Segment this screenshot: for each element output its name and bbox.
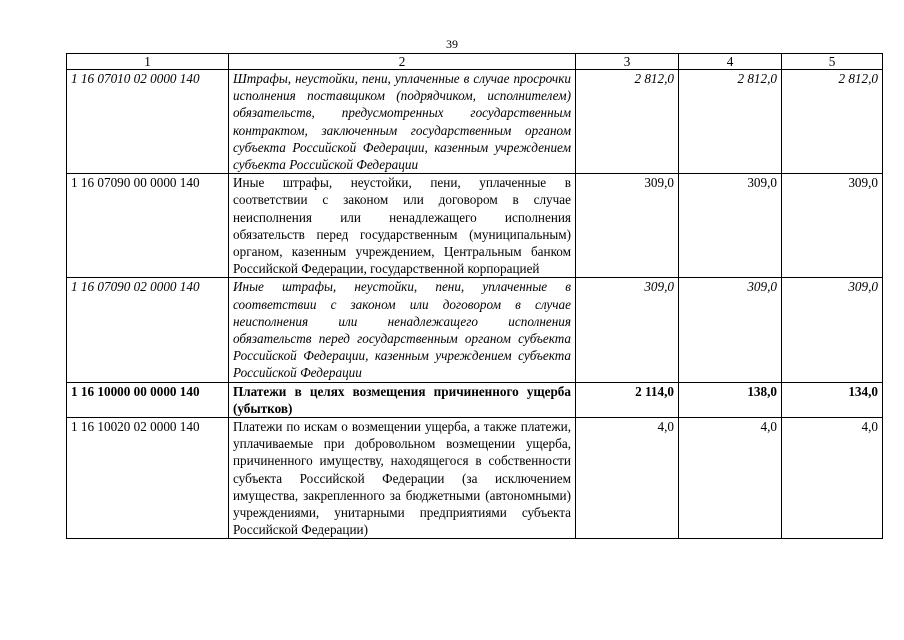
revenue-description: Штрафы, неустойки, пени, уплаченные в случае просрочки исполнения поставщиком (подрядчиком, исполнителем) обязательств, предусмотренных государственным контрактом, заключенным государственным органом субъекта Российской Федерации, казенным учреждением субъекта Российской Федерации (229, 70, 576, 174)
budget-classification-code: 1 16 07010 02 0000 140 (67, 70, 229, 174)
amount-column-3: 2 114,0 (576, 382, 679, 417)
amount-column-3: 4,0 (576, 418, 679, 539)
amount-column-5: 4,0 (782, 418, 883, 539)
amount-column-4: 4,0 (679, 418, 782, 539)
amount-column-5: 2 812,0 (782, 70, 883, 174)
table-row (67, 382, 883, 417)
table-row (67, 174, 883, 278)
table-row (67, 278, 883, 382)
column-header-4: 4 (679, 54, 782, 70)
budget-revenue-table (66, 53, 883, 539)
column-header-5: 5 (782, 54, 883, 70)
column-header-3: 3 (576, 54, 679, 70)
page-number: 39 (446, 37, 458, 51)
amount-column-3: 309,0 (576, 174, 679, 278)
amount-column-4: 2 812,0 (679, 70, 782, 174)
amount-column-5: 134,0 (782, 382, 883, 417)
revenue-description: Иные штрафы, неустойки, пени, уплаченные в соответствии с законом или договором в случае неисполнения или ненадлежащего исполнения обязательств перед государственным органом субъекта Российской Федерации, казенным учреждением субъекта Российской Федерации (229, 278, 576, 382)
table-row (67, 70, 883, 174)
amount-column-5: 309,0 (782, 278, 883, 382)
table-header-row (67, 54, 883, 70)
budget-classification-code: 1 16 07090 00 0000 140 (67, 174, 229, 278)
column-header-1: 1 (67, 54, 229, 70)
column-header-2: 2 (229, 54, 576, 70)
amount-column-4: 309,0 (679, 278, 782, 382)
amount-column-3: 309,0 (576, 278, 679, 382)
budget-classification-code: 1 16 07090 02 0000 140 (67, 278, 229, 382)
revenue-description: Платежи по искам о возмещении ущерба, а также платежи, уплачиваемые при добровольном возмещении ущерба, причиненного имуществу, находящегося в собственности субъекта Российской Федерации (за исключением имущества, закрепленного за бюджетными (автономными) учреждениями, унитарными предприятиями субъекта Российской Федерации) (229, 418, 576, 539)
amount-column-4: 309,0 (679, 174, 782, 278)
amount-column-5: 309,0 (782, 174, 883, 278)
amount-column-4: 138,0 (679, 382, 782, 417)
budget-classification-code: 1 16 10020 02 0000 140 (67, 418, 229, 539)
revenue-description: Иные штрафы, неустойки, пени, уплаченные в соответствии с законом или договором в случае неисполнения или ненадлежащего исполнения обязательств перед государственным (муниципальным) органом, казенным учреждением, Центральным банком Российской Федерации, государственной корпорацией (229, 174, 576, 278)
revenue-description: Платежи в целях возмещения причиненного ущерба (убытков) (229, 382, 576, 417)
amount-column-3: 2 812,0 (576, 70, 679, 174)
table-row (67, 418, 883, 539)
budget-classification-code: 1 16 10000 00 0000 140 (67, 382, 229, 417)
